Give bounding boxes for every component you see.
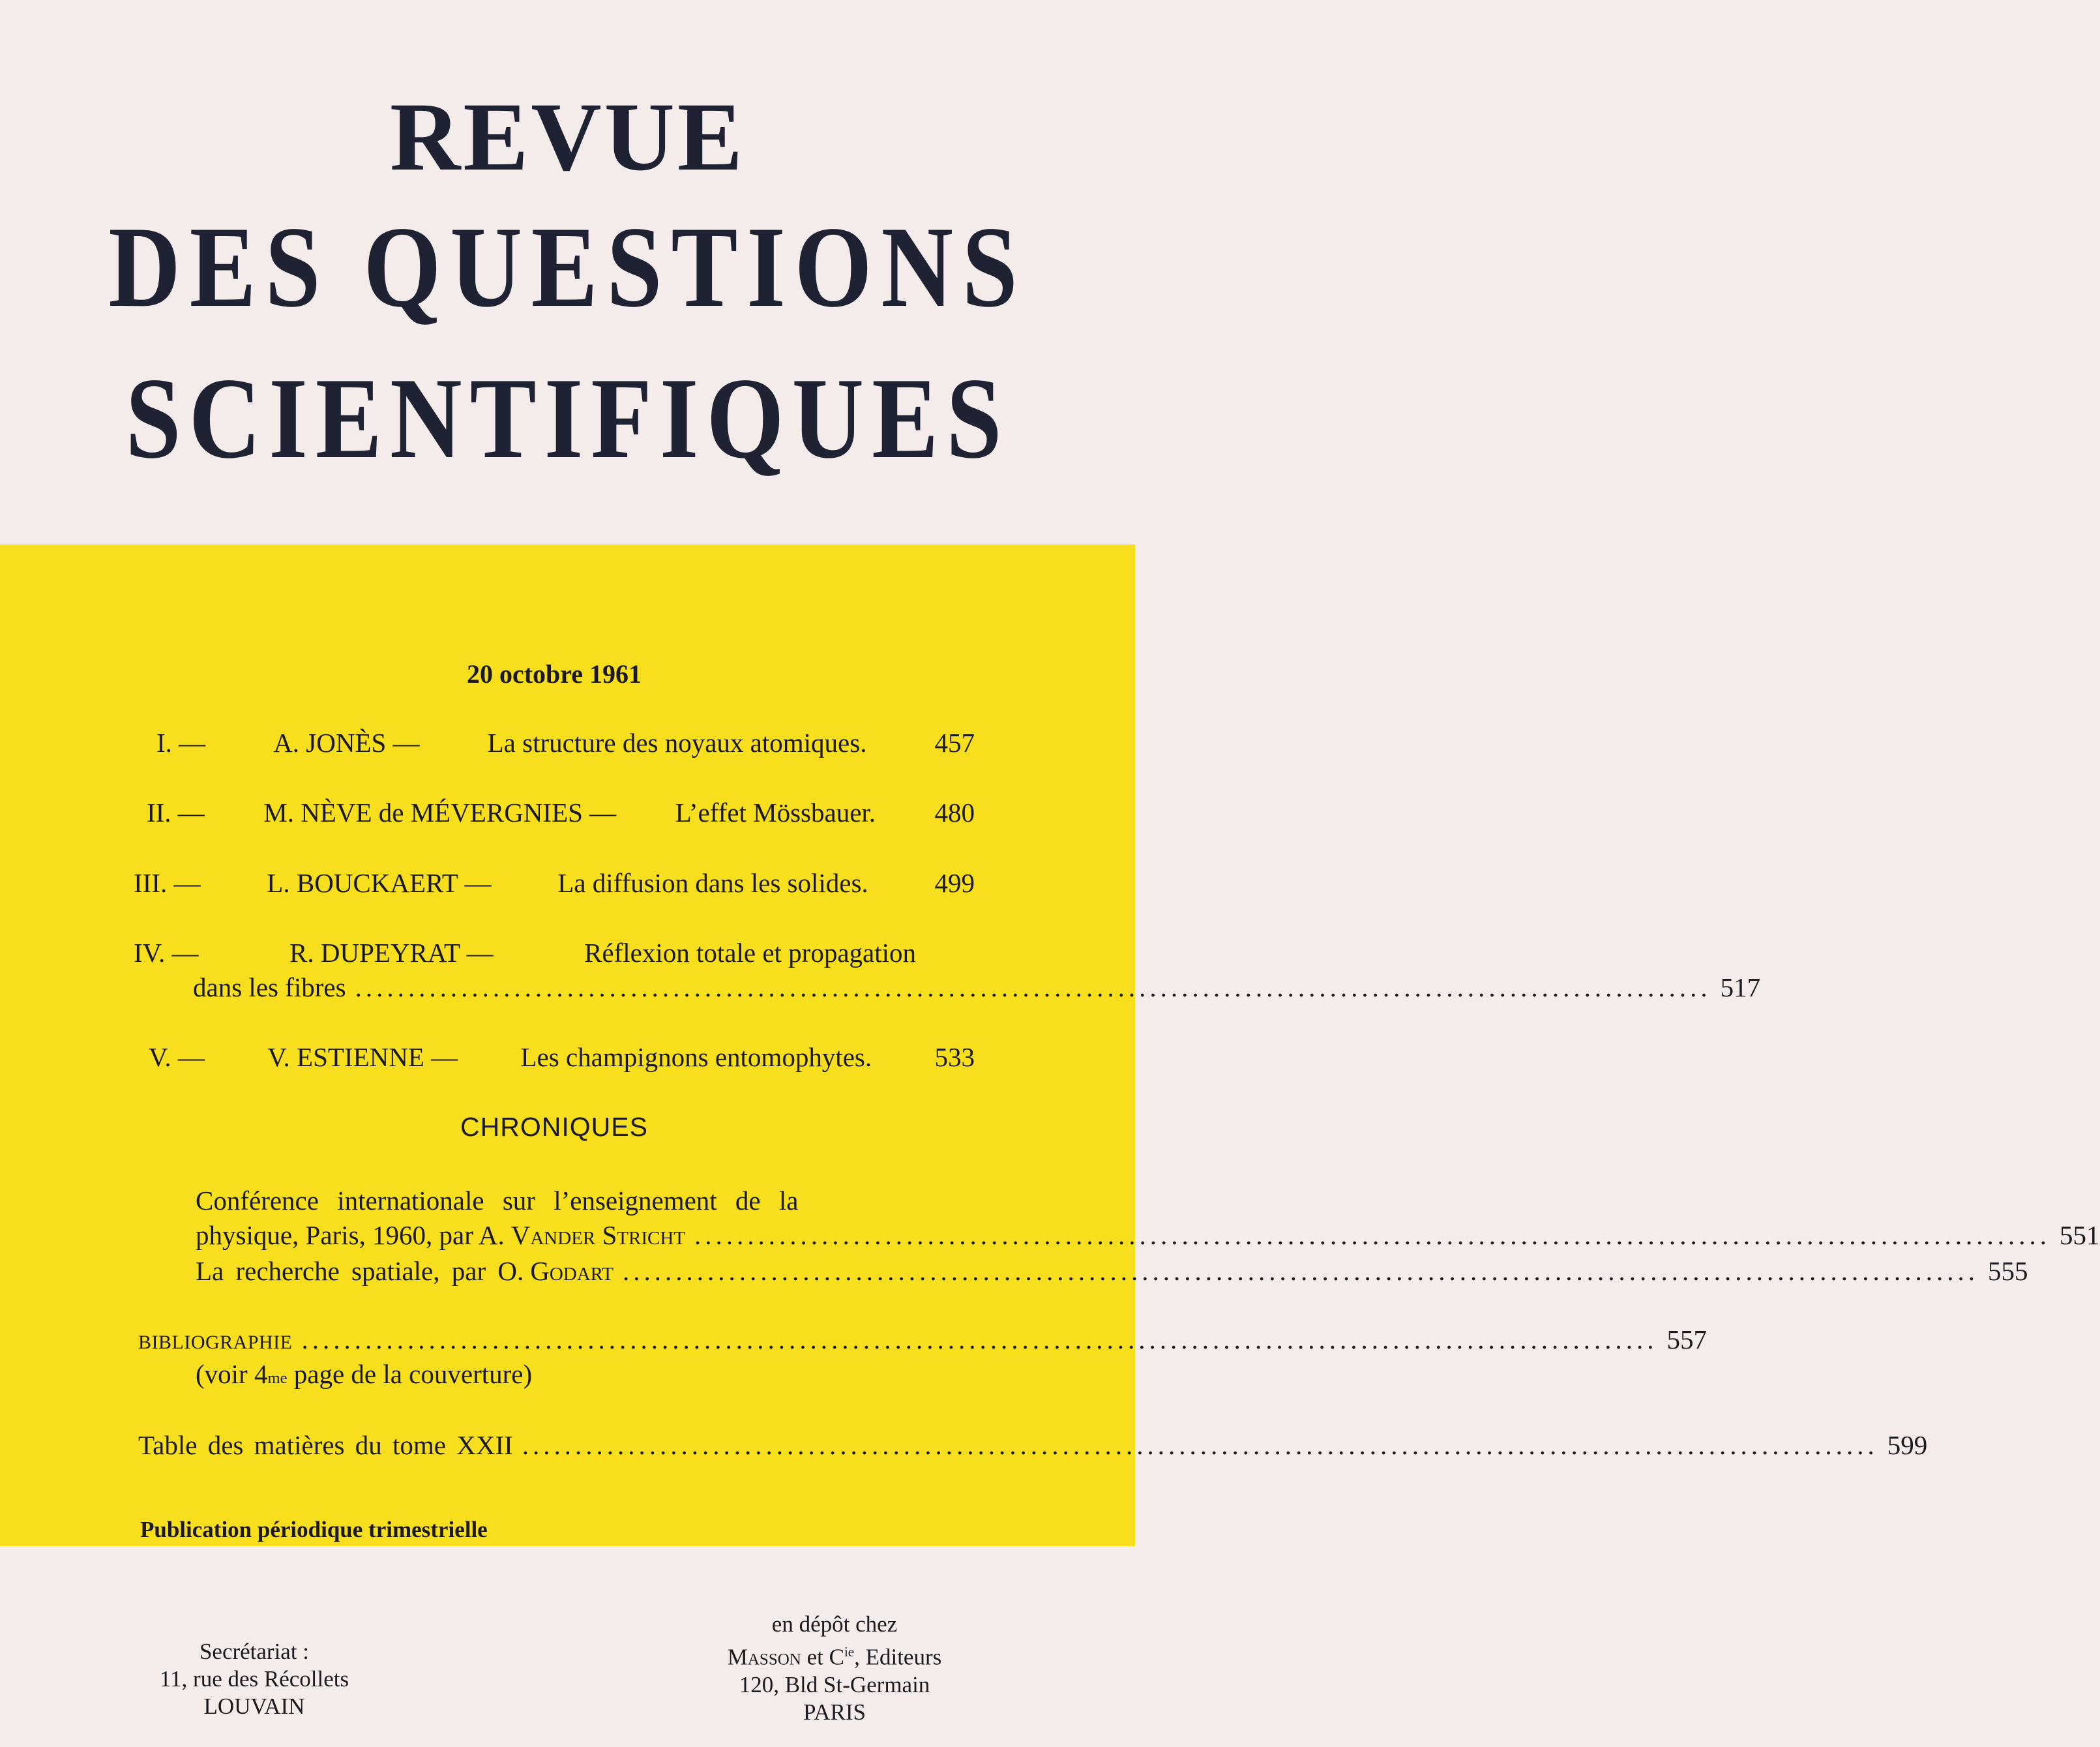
table-page: 599 — [1887, 1430, 1928, 1460]
article-number: V. — — [149, 1042, 205, 1072]
chronique-text: Conférence internationale sur l’enseignement de la — [196, 1186, 799, 1216]
article-author: M. NÈVE de MÉVERGNIES — — [263, 798, 617, 828]
depot-street: 120, Bld St-Germain — [739, 1671, 930, 1697]
article-title: La diffusion dans les solides. — [557, 868, 868, 898]
table-label: Table des matières du tome XXII — [138, 1430, 513, 1460]
article-page: 517 — [1720, 972, 1761, 1002]
publication-frequency: Publication périodique trimestrielle — [140, 1517, 488, 1542]
article-author: V. ESTIENNE — — [267, 1042, 458, 1072]
leader-dots: ................................................................................................................................ — [522, 1430, 1878, 1460]
article-author: A. JONÈS — — [273, 728, 420, 758]
masthead-line-3: SCIENTIFIQUES — [125, 353, 1010, 483]
leader-dots: ................................................................................................................................ — [301, 1324, 1658, 1354]
leader-dots: ................................................................................................................................ — [355, 972, 1711, 1002]
publisher-suffix: , Editeurs — [854, 1644, 942, 1670]
article-number: I. — — [156, 728, 206, 758]
publisher-name: Masson — [727, 1644, 801, 1670]
chronique-author: Vander Stricht — [510, 1220, 686, 1250]
article-author: R. DUPEYRAT — — [289, 938, 494, 968]
article-title: La structure des noyaux atomiques. — [487, 728, 867, 758]
secretariat-city: LOUVAIN — [203, 1694, 305, 1719]
article-title: L’effet Mössbauer. — [675, 798, 876, 828]
chronique-text: physique, Paris, 1960, par A. — [196, 1220, 505, 1250]
chronique-author: Godart — [530, 1256, 614, 1286]
chronique-text: La recherche spatiale, par O. — [196, 1256, 524, 1286]
chronique-1-line-2[interactable] — [196, 1219, 2100, 1251]
toc-item-article-4-continuation[interactable] — [193, 972, 1761, 1003]
note-suffix: page de la couverture) — [287, 1359, 533, 1389]
publisher-superscript: ie — [844, 1644, 855, 1660]
article-author: L. BOUCKAERT — — [267, 868, 492, 898]
toc-item-table-des-matieres[interactable] — [138, 1429, 1928, 1461]
depot-address — [698, 1611, 971, 1726]
toc-item-bibliographie[interactable] — [138, 1324, 1707, 1355]
article-page: 499 — [934, 868, 975, 898]
issue-date: 20 octobre 1961 — [466, 659, 642, 689]
depot-label: en dépôt chez — [771, 1611, 898, 1637]
article-number: II. — — [147, 798, 205, 828]
article-title: Les champignons entomophytes. — [520, 1042, 872, 1072]
bibliographie-note — [196, 1358, 532, 1390]
article-number: III. — — [134, 868, 201, 898]
depot-city: PARIS — [803, 1699, 866, 1725]
article-page: 533 — [934, 1042, 975, 1072]
article-number: IV. — — [134, 938, 199, 968]
chronique-page: 551 — [2060, 1220, 2100, 1250]
secretariat-label: Secrétariat : — [199, 1639, 310, 1664]
secretariat-street: 11, rue des Récollets — [159, 1666, 349, 1692]
article-title-continued: dans les fibres — [193, 972, 346, 1002]
bibliographie-label: BIBLIOGRAPHIE — [138, 1332, 293, 1353]
publisher-et: et C — [801, 1644, 844, 1670]
toc-item-article-3[interactable] — [134, 867, 975, 899]
toc-item-article-5[interactable] — [149, 1041, 975, 1073]
chronique-1-line-1[interactable] — [196, 1185, 919, 1216]
bibliographie-page: 557 — [1666, 1324, 1707, 1354]
article-title: Réflexion totale et propagation — [584, 938, 916, 968]
article-page: 457 — [934, 728, 975, 758]
note-superscript: me — [267, 1369, 288, 1387]
masthead-line-2: DES QUESTIONS — [108, 202, 1027, 331]
article-page: 480 — [934, 798, 975, 828]
secretariat-address — [124, 1638, 385, 1720]
depot-publisher-line — [698, 1638, 971, 1671]
chronique-2[interactable] — [196, 1255, 2028, 1287]
chronique-page: 555 — [1988, 1256, 2028, 1286]
toc-item-article-4[interactable] — [134, 937, 916, 968]
note-prefix: (voir 4 — [196, 1359, 268, 1389]
toc-item-article-1[interactable] — [156, 727, 975, 758]
leader-dots: ................................................................................................................................ — [623, 1256, 1979, 1286]
leader-dots: ................................................................................................................................ — [694, 1220, 2051, 1250]
chroniques-heading: CHRONIQUES — [460, 1112, 648, 1142]
masthead — [0, 0, 1135, 541]
masthead-line-1: REVUE — [389, 83, 746, 191]
toc-item-article-2[interactable] — [147, 797, 975, 828]
